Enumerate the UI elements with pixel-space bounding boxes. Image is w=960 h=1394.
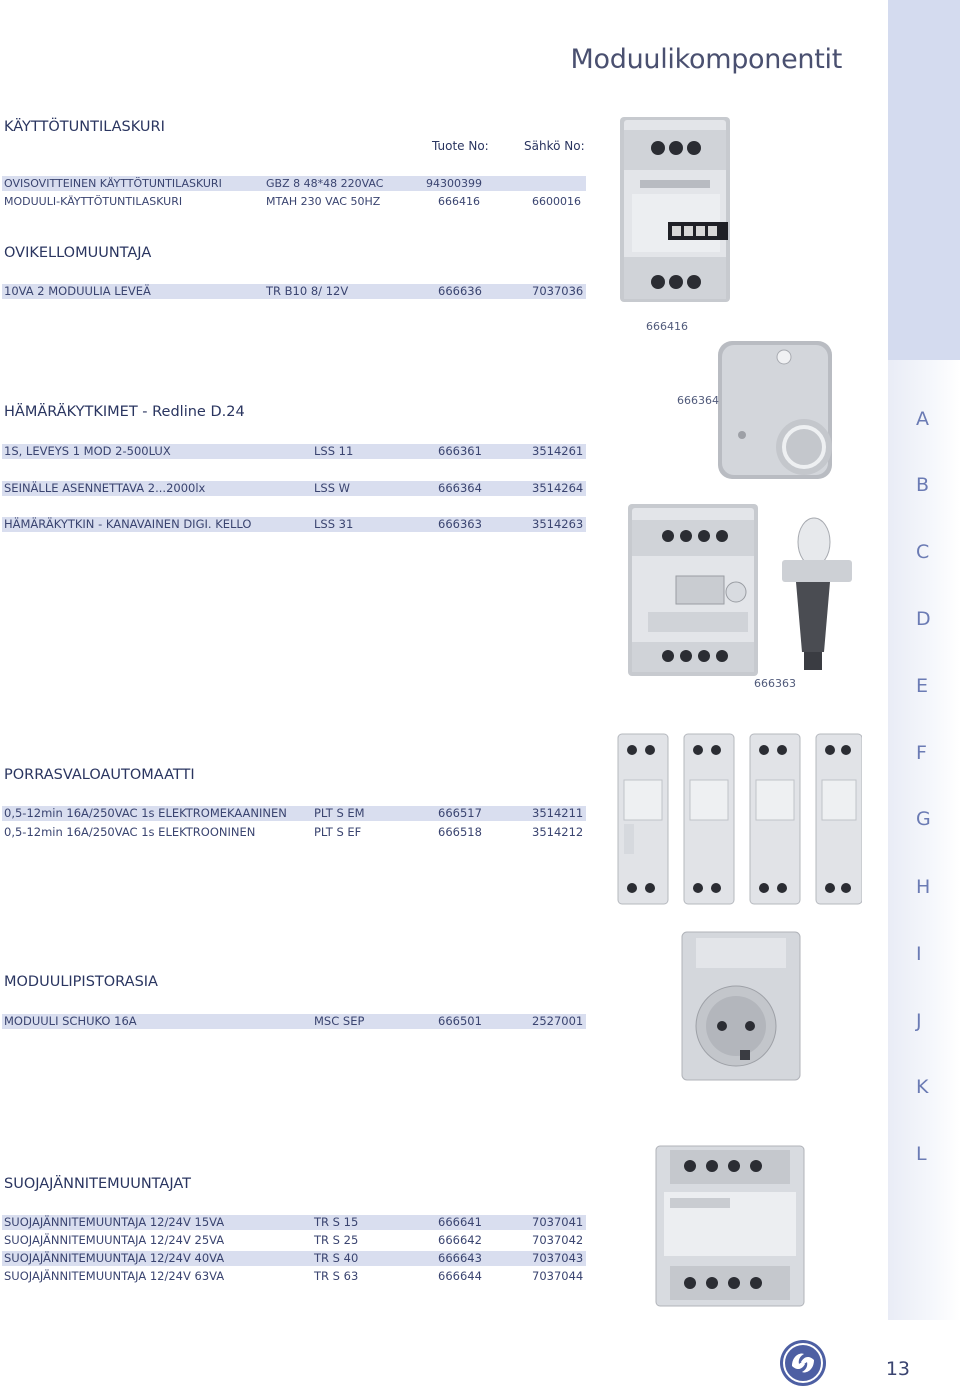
page-title: Moduulikomponentit	[570, 44, 842, 75]
product-image-hour-meter	[610, 112, 740, 312]
index-letter: C	[916, 541, 930, 563]
index-letter: K	[916, 1076, 929, 1098]
table-row: SUOJAJÄNNITEMUUNTAJA 12/24V 25VA TR S 25 666642 7037042	[4, 1233, 584, 1247]
product-image-twilight-switch	[710, 335, 840, 485]
image-caption: 666363	[754, 677, 796, 690]
section-title-suojajannitemuuntajat: SUOJAJÄNNITEMUUNTAJAT	[4, 1176, 192, 1192]
table-row: 0,5-12min 16A/250VAC 1s ELEKTROONINEN PLT S EF 666518 3514212	[4, 825, 584, 839]
page-number: 13	[885, 1358, 910, 1380]
index-letter: I	[916, 943, 922, 965]
index-letter: L	[916, 1143, 927, 1165]
section-title-porrasvaloautomaatti: PORRASVALOAUTOMAATTI	[4, 767, 195, 783]
table-row: SUOJAJÄNNITEMUUNTAJA 12/24V 15VA TR S 15 666641 7037041	[2, 1215, 586, 1230]
column-header-sahko: Sähkö No:	[524, 139, 585, 153]
index-letter: A	[916, 408, 929, 430]
column-header-tuote: Tuote No:	[432, 139, 489, 153]
table-row: MODUULI-KÄYTTÖTUNTILASKURI MTAH 230 VAC 50HZ 666416 6600016	[4, 195, 581, 208]
table-row: SUOJAJÄNNITEMUUNTAJA 12/24V 63VA TR S 63 666644 7037044	[4, 1269, 584, 1283]
section-title-kayttotuntilaskuri: KÄYTTÖTUNTILASKURI	[4, 119, 165, 135]
section-title-ovikellomuuntaja: OVIKELLOMUUNTAJA	[4, 245, 152, 261]
index-letter: B	[916, 474, 930, 496]
index-letter: D	[916, 608, 931, 630]
index-letter: H	[916, 876, 931, 898]
table-row: MODUULI SCHUKO 16A MSC SEP 666501 2527001	[2, 1014, 586, 1029]
image-caption: 666416	[646, 320, 688, 333]
product-image-safety-transformer	[650, 1140, 810, 1310]
product-image-twilight-timer	[624, 502, 874, 682]
product-image-staircase-timers	[612, 728, 862, 908]
section-title-hamarakytkimet: HÄMÄRÄKYTKIMET - Redline D.24	[4, 404, 245, 420]
section-title-moduulipistorasia: MODUULIPISTORASIA	[4, 974, 158, 990]
index-letter: G	[916, 808, 931, 830]
index-letter: E	[916, 675, 929, 697]
index-letter: F	[916, 742, 927, 764]
index-strip	[888, 0, 960, 1320]
table-row: OVISOVITTEINEN KÄYTTÖTUNTILASKURI GBZ 8 48*48 220VAC 94300399	[2, 176, 586, 191]
table-row: 10VA 2 MODUULIA LEVEÄ TR B10 8/ 12V 666636 7037036	[2, 284, 586, 299]
table-row: 1S, LEVEYS 1 MOD 2-500LUX LSS 11 666361 3514261	[2, 444, 586, 459]
index-letter: J	[916, 1010, 922, 1032]
product-image-schuko-socket	[676, 926, 806, 1086]
table-row: SUOJAJÄNNITEMUUNTAJA 12/24V 40VA TR S 40 666643 7037043	[2, 1251, 586, 1266]
ge-logo	[778, 1338, 828, 1388]
table-row: HÄMÄRÄKYTKIN - KANAVAINEN DIGI. KELLO LSS 31 666363 3514263	[2, 517, 586, 532]
table-row: SEINÄLLE ASENNETTAVA 2...2000lx LSS W 666364 3514264	[2, 481, 586, 496]
image-caption: 666364	[677, 394, 719, 407]
table-row: 0,5-12min 16A/250VAC 1s ELEKTROMEKAANINEN PLT S EM 666517 3514211	[2, 806, 586, 821]
